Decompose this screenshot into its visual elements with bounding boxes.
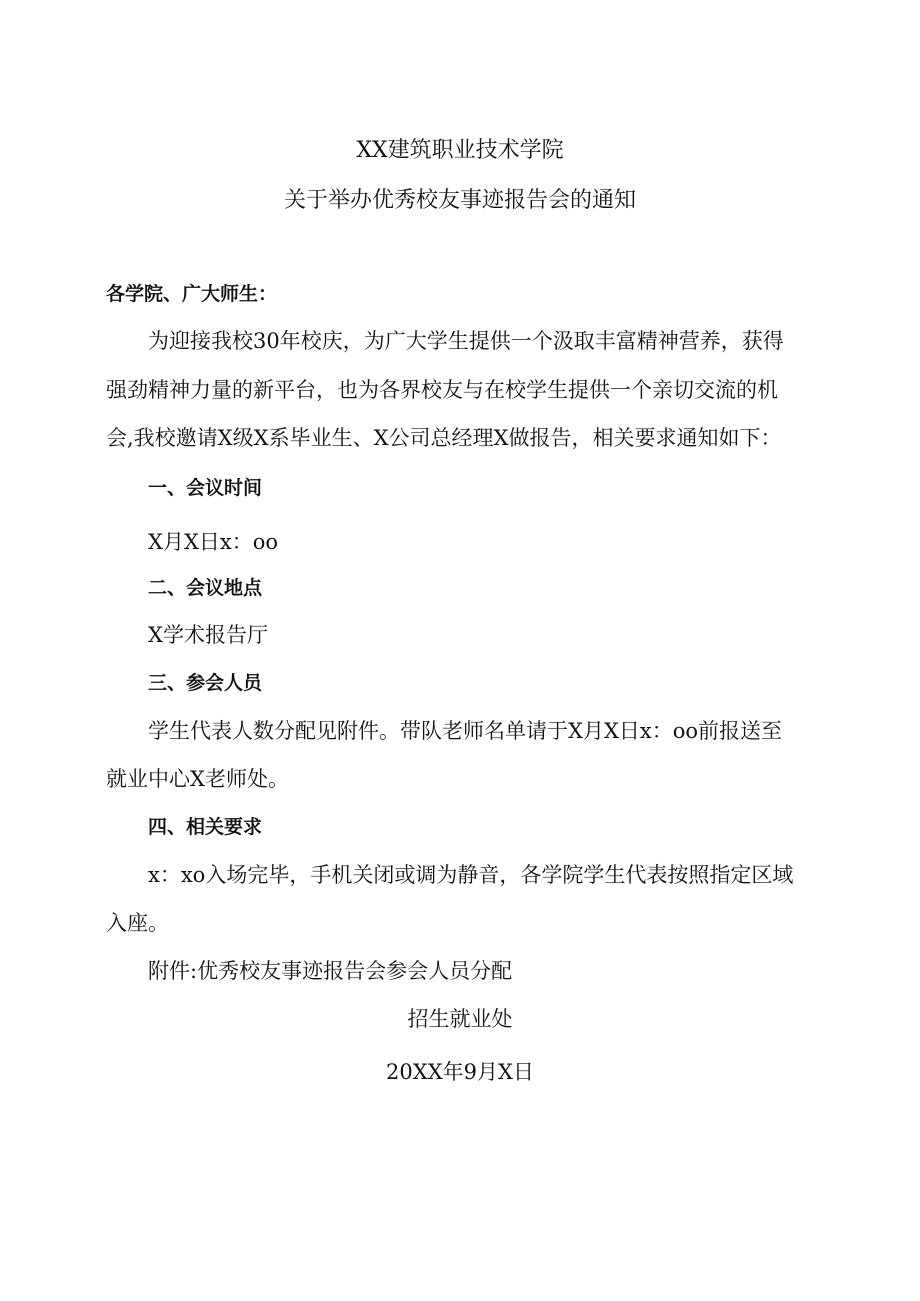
- meeting-location-value: X学术报告厅: [148, 623, 268, 647]
- requirements-text: x：xo入场完毕，手机关闭或调为静音，各学院学生代表按照指定区域: [148, 863, 794, 887]
- document-title-notice: 关于举办优秀校友事迹报告会的通知: [283, 188, 636, 213]
- requirements-text: 入座。: [106, 911, 169, 935]
- intro-line: 为迎接我校30年校庆，为广大学生提供一个汲取丰富精神营养，获得: [148, 329, 784, 353]
- meeting-time-value: X月X日x：oo: [148, 530, 279, 554]
- intro-line: 强劲精神力量的新平台，也为各界校友与在校学生提供一个亲切交流的机: [106, 378, 778, 402]
- intro-line: 会,我校邀请X级X系毕业生、X公司总经理X做报告，相关要求通知如下：: [106, 426, 782, 450]
- attachment-note: 附件:优秀校友事迹报告会参会人员分配: [148, 959, 513, 983]
- section-heading-meeting-time: 一、会议时间: [148, 477, 263, 499]
- section-heading-meeting-location: 二、会议地点: [148, 577, 263, 599]
- attendees-text: 学生代表人数分配见附件。带队老师名单请于X月X日x：oo前报送至: [148, 719, 783, 743]
- salutation: 各学院、广大师生：: [106, 283, 278, 305]
- signature-date: 20XX年9月X日: [386, 1060, 534, 1084]
- section-heading-attendees: 三、参会人员: [148, 672, 263, 694]
- document-title-school: XX建筑职业技术学院: [356, 138, 564, 163]
- attendees-text: 就业中心X老师处。: [106, 767, 289, 791]
- section-heading-requirements: 四、相关要求: [148, 816, 263, 838]
- signature-department: 招生就业处: [407, 1007, 513, 1031]
